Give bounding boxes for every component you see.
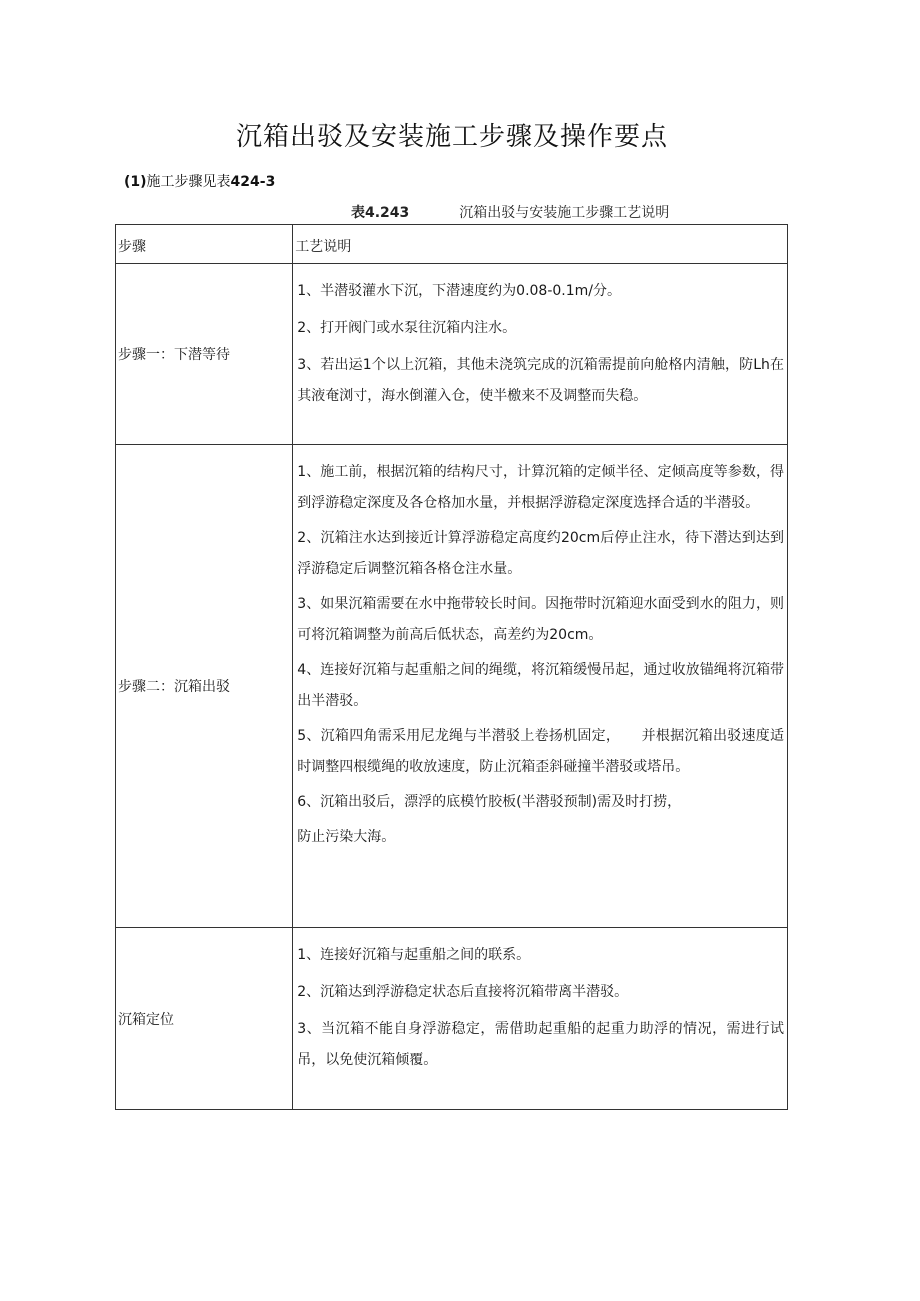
header-desc: 工艺说明 [293, 225, 788, 264]
desc-item: 1、半潜驳灌水下沉，下潜速度约为0.08-0.1m/分。 [297, 283, 621, 299]
table-caption-text: 沉箱出驳与安装施工步骤工艺说明 [459, 205, 670, 221]
table-row [116, 445, 788, 928]
desc-item: 2、打开阀门或水泵往沉箱内注水。 [297, 320, 517, 336]
desc-item: 4、连接好沉箱与起重船之间的绳缆，将沉箱缓慢吊起，通过收放锚绳将沉箱带出半潜驳。 [297, 662, 784, 709]
subtitle-text: 施工步骤见表 [146, 174, 231, 190]
table-row [116, 928, 788, 1110]
desc-cell [293, 264, 788, 445]
step-cell: 沉箱定位 [116, 928, 293, 1110]
desc-cell [293, 928, 788, 1110]
header-step: 步骤 [116, 225, 293, 264]
desc-item: 防止污染大海。 [297, 829, 396, 845]
desc-item: 3、当沉箱不能自身浮游稳定，需借助起重船的起重力助浮的情况，需进行试吊，以免使沉箱倾覆。 [297, 1021, 784, 1068]
desc-item: 3、若出运1个以上沉箱，其他未浇筑完成的沉箱需提前向舱格内清触，防Lh在其液奄浏寸，海水倒灌入仓，使半檄来不及调整而失稳。 [297, 357, 784, 404]
desc-item: 1、施工前，根据沉箱的结构尺寸，计算沉箱的定倾半径、定倾高度等参数，得到浮游稳定深度及各仓格加水量，并根据浮游稳定深度选择合适的半潜驳。 [297, 464, 784, 511]
table-caption-number: 表4.243 [351, 205, 410, 221]
table-row [116, 264, 788, 445]
desc-item: 2、沉箱注水达到接近计算浮游稳定高度约20cm后停止注水，待下潜达到达到浮游稳定后调整沉箱各格仓注水量。 [297, 530, 784, 577]
desc-item: 3、如果沉箱需要在水中拖带较长时间。因拖带时沉箱迎水面受到水的阻力，则可将沉箱调整为前高后低状态，高差约为20cm。 [297, 596, 784, 643]
subtitle-ref: 424-3 [230, 174, 276, 190]
page-title: 沉箱出驳及安装施工步骤及操作要点 [235, 122, 668, 152]
table-caption [351, 202, 669, 222]
subtitle-prefix: (1) [124, 174, 147, 190]
desc-item: 6、沉箱出驳后，漂浮的底模竹胶板(半潜驳预制)需及时打捞， [297, 794, 682, 810]
desc-item: 2、沉箱达到浮游稳定状态后直接将沉箱带离半潜驳。 [297, 984, 629, 1000]
step-cell: 步骤二：沉箱出驳 [116, 445, 293, 928]
desc-item: 1、连接好沉箱与起重船之间的联系。 [297, 947, 531, 963]
table-header-row [116, 225, 788, 264]
desc-cell [293, 445, 788, 928]
step-cell: 步骤一：下潜等待 [116, 264, 293, 445]
steps-table [115, 224, 788, 1110]
section-subtitle [124, 171, 275, 191]
desc-item: 5、沉箱四角需采用尼龙绳与半潜驳上卷扬机固定， 并根据沉箱出驳速度适时调整四根缆绳的收放速度，防止沉箱歪斜碰撞半潜驳或塔吊。 [297, 728, 784, 775]
